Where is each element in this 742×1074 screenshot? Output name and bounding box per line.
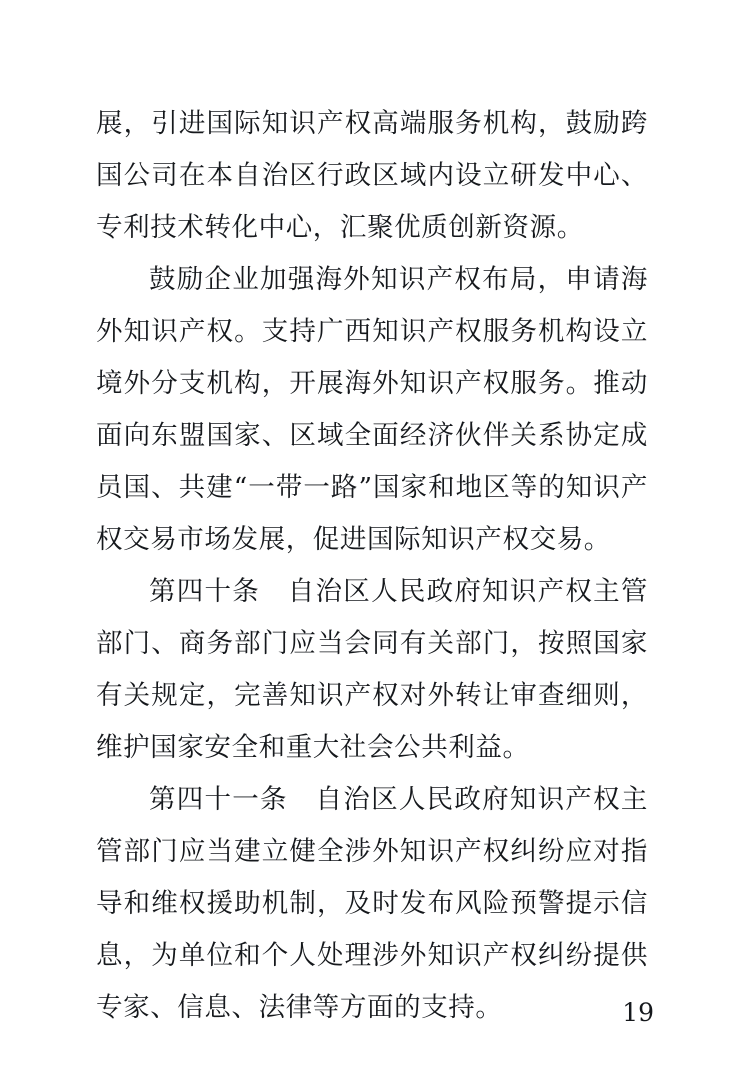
paragraph-3-article-40: 第四十条 自治区人民政府知识产权主管部门、商务部门应当会同有关部门，按照国家有关规定，完善知识产权对外转让审查细则，维护国家安全和重大社会公共利益。 <box>96 576 648 763</box>
paragraph-2: 鼓励企业加强海外知识产权布局，申请海外知识产权。支持广西知识产权服务机构设立境外分支机构，开展海外知识产权服务。推动面向东盟国家、区域全面经济伙伴关系协定成员国、共建“一带一路”国家和地区等的知识产权交易市场发展，促进国际知识产权交易。 <box>96 264 648 555</box>
page-body <box>96 98 648 1034</box>
paragraph-4-article-41: 第四十一条 自治区人民政府知识产权主管部门应当建立健全涉外知识产权纠纷应对指导和维权援助机制，及时发布风险预警提示信息，为单位和个人处理涉外知识产权纠纷提供专家、信息、法律等方面的支持。 <box>96 784 648 1023</box>
page-number: 19 <box>622 998 654 1027</box>
paragraph-1: 展，引进国际知识产权高端服务机构，鼓励跨国公司在本自治区行政区域内设立研发中心、专利技术转化中心，汇聚优质创新资源。 <box>96 108 648 243</box>
